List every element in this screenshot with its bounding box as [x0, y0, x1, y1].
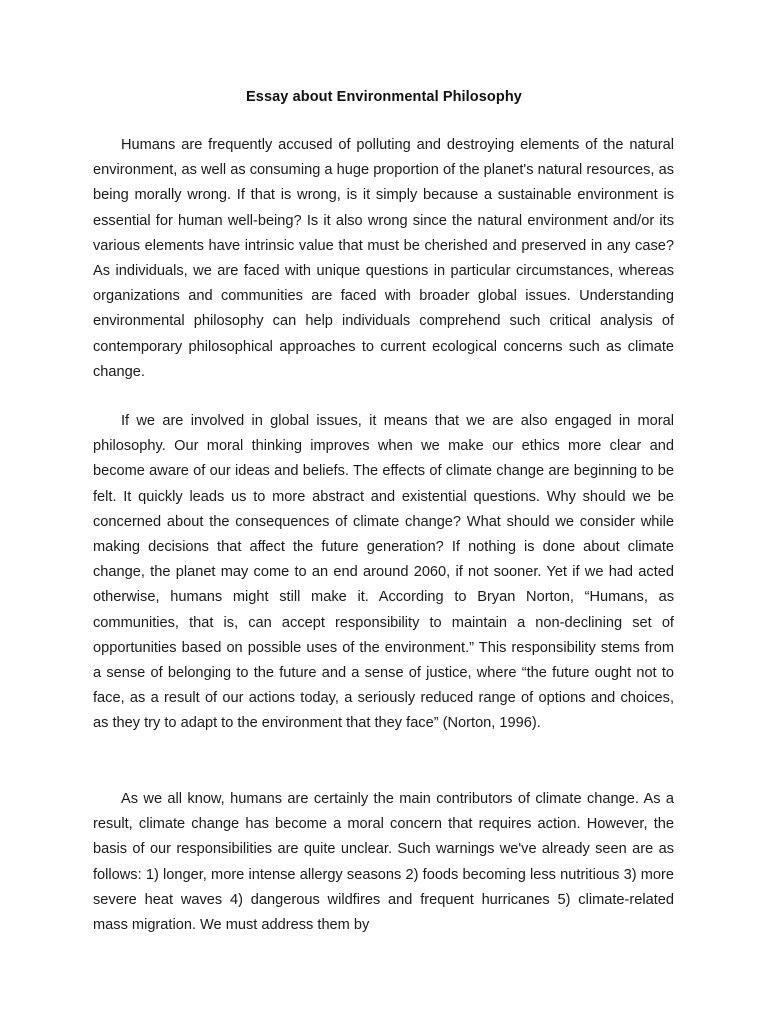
essay-title: Essay about Environmental Philosophy: [246, 89, 522, 105]
paragraph-2: If we are involved in global issues, it means that we are also engaged in moral philosophy. Our moral thinking improves when we make our ethics more clear and become aware of our ideas and beliefs. The effects of climate change are beginning to be felt. It quickly leads us to more abstract and existential questions. Why should we be concerned about the consequences of climate change? What should we consider while making decisions that affect the future generation? If nothing is done about climate change, the planet may come to an end around 2060, if not sooner. Yet if we had acted otherwise, humans might still make it. According to Bryan Norton, “Humans, as communities, that is, can accept responsibility to maintain a non-declining set of opportunities based on possible uses of the environment.” This responsibility stems from a sense of belonging to the future and a sense of justice, where “the future ought not to face, as a result of our actions today, a seriously reduced range of options and choices, as they try to adapt to the environment that they face” (Norton, 1996).: [93, 413, 674, 732]
paragraph-1: Humans are frequently accused of polluting and destroying elements of the natural environment, as well as consuming a huge proportion of the planet's natural resources, as being morally wrong. If that is wrong, is it simply because a sustainable environment is essential for human well-being? Is it also wrong since the natural environment and/or its various elements have intrinsic value that must be cherished and preserved in any case? As individuals, we are faced with unique questions in particular circumstances, whereas organizations and communities are faced with broader global issues. Understanding environmental philosophy can help individuals comprehend such critical analysis of contemporary philosophical approaches to current ecological concerns such as climate change.: [93, 137, 674, 380]
paragraph-3: As we all know, humans are certainly the main contributors of climate change. As a result, climate change has become a moral concern that requires action. However, the basis of our responsibilities are quite unclear. Such warnings we've already seen are as follows: 1) longer, more intense allergy seasons 2) foods becoming less nutritious 3) more severe heat waves 4) dangerous wildfires and frequent hurricanes 5) climate-related mass migration. We must address them by: [93, 791, 674, 934]
